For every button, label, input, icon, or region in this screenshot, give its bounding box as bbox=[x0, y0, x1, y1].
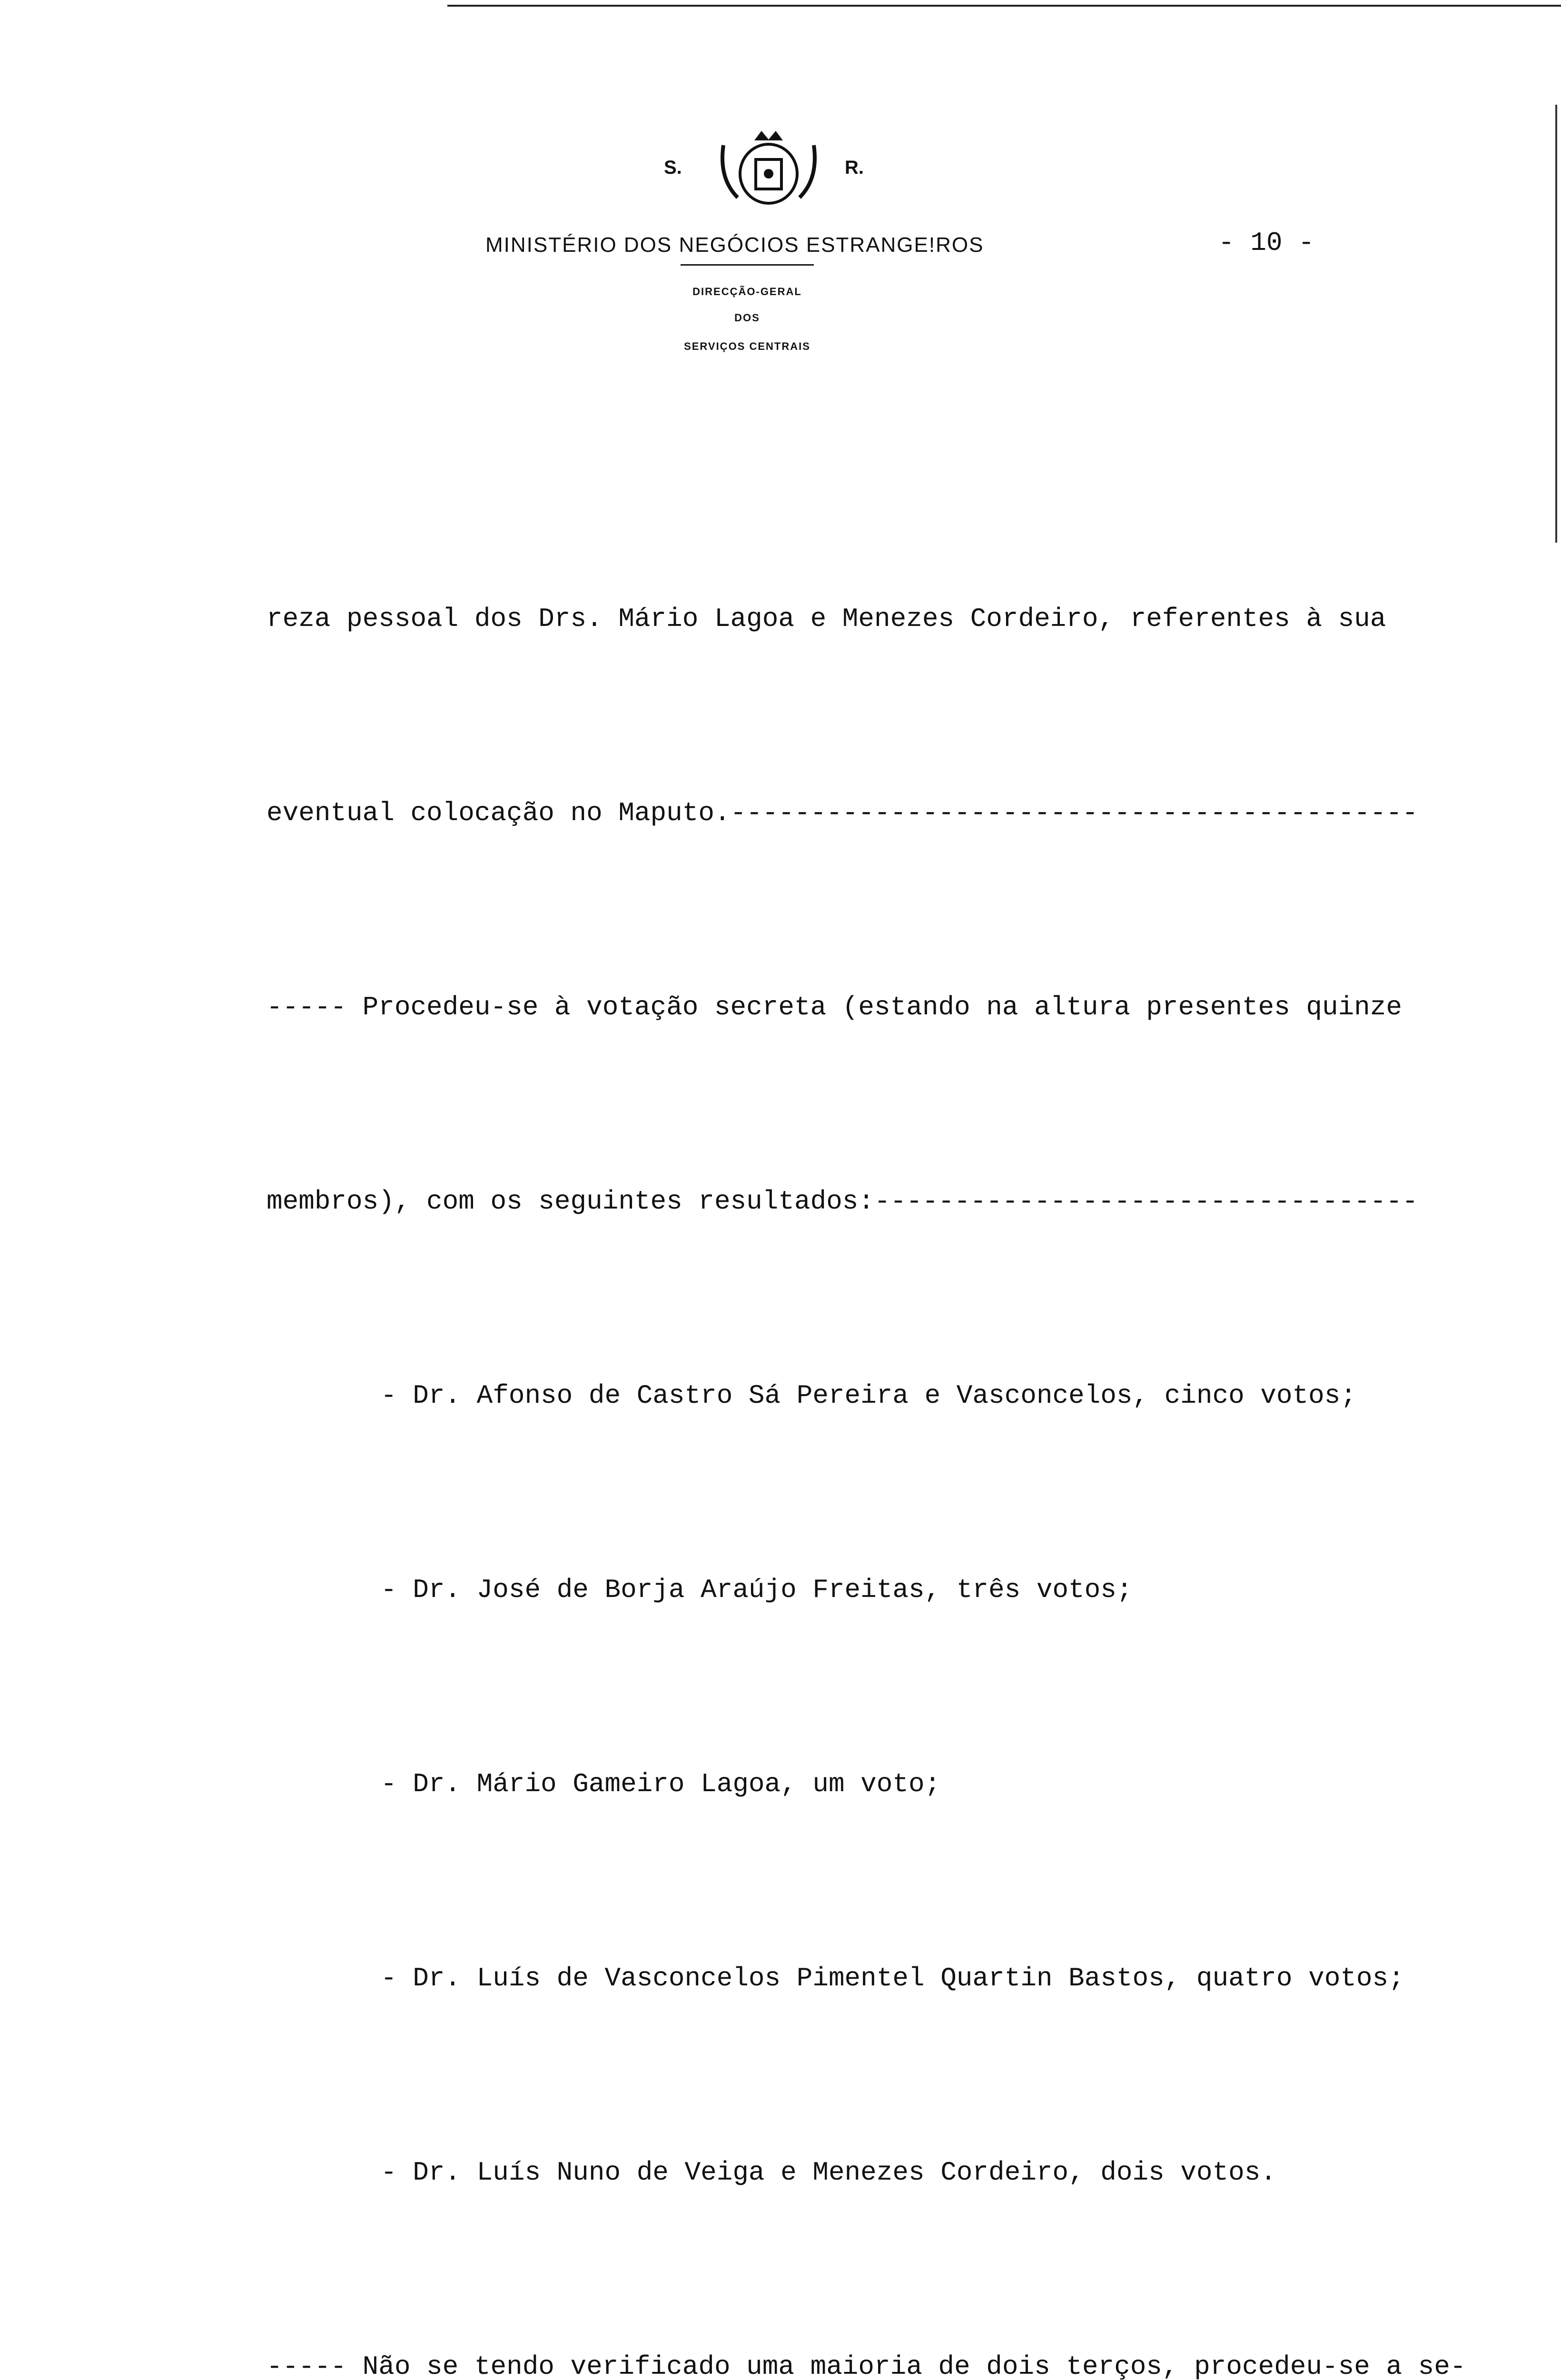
body-line: ----- Procedeu-se à votação secreta (estando na altura presentes quinze bbox=[267, 992, 1402, 1022]
body-line: membros), com os seguintes resultados:---------------------------------- bbox=[267, 1186, 1418, 1217]
vote-result-line: - Dr. Luís Nuno de Veiga e Menezes Cordeiro, dois votos. bbox=[381, 2157, 1276, 2188]
letterhead-r: R. bbox=[845, 157, 864, 178]
vote-result-line: - Dr. Mário Gameiro Lagoa, um voto; bbox=[381, 1769, 941, 1799]
vote-result-line: - Dr. Afonso de Castro Sá Pereira e Vasconcelos, cinco votos; bbox=[381, 1380, 1356, 1411]
vote-result-line: - Dr. José de Borja Araújo Freitas, três votos; bbox=[381, 1575, 1133, 1605]
department-line-1: DIRECÇÃO-GERAL bbox=[692, 286, 802, 298]
department-line-2: DOS bbox=[734, 312, 760, 324]
body-line: eventual colocação no Maputo.------------------------------------------- bbox=[267, 798, 1418, 828]
body-line: reza pessoal dos Drs. Mário Lagoa e Menezes Cordeiro, referentes à sua bbox=[267, 604, 1386, 634]
body-line: ----- Não se tendo verificado uma maioria de dois terços, procedeu-se a se- bbox=[267, 2351, 1466, 2380]
letterhead-rule bbox=[681, 264, 814, 266]
letterhead-s: S. bbox=[664, 157, 682, 178]
vote-result-line: - Dr. Luís de Vasconcelos Pimentel Quartin Bastos, quatro votos; bbox=[381, 1963, 1404, 1993]
department-line-3: SERVIÇOS CENTRAIS bbox=[684, 340, 810, 352]
page-number: - 10 - bbox=[1218, 228, 1314, 258]
scan-edge-top bbox=[447, 5, 1561, 7]
document-body bbox=[267, 457, 1475, 2380]
scan-edge-right bbox=[1555, 105, 1557, 543]
coat-of-arms-icon bbox=[709, 126, 828, 221]
ministry-name: MINISTÉRIO DOS NEGÓCIOS ESTRANGE!ROS bbox=[485, 233, 984, 257]
